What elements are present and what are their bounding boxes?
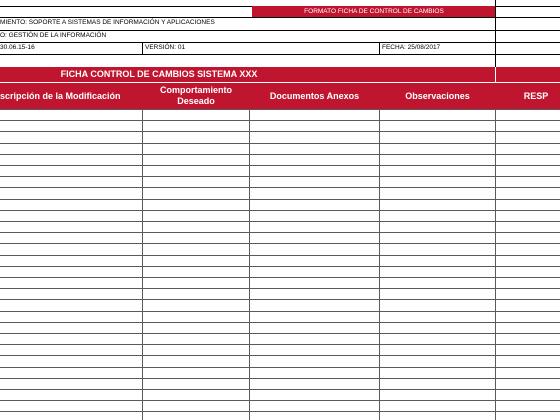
fecha-label: FECHA: 25/08/2017 — [382, 44, 441, 51]
grid-row-line — [0, 143, 560, 144]
grid-row-line — [0, 210, 560, 211]
grid-row-line — [0, 232, 560, 233]
grid-row-line — [0, 120, 560, 121]
divider — [142, 42, 143, 54]
grid-row-line — [0, 378, 560, 379]
grid-row-line — [0, 389, 560, 390]
grid-row-line — [0, 109, 560, 110]
grid-row-line — [0, 131, 560, 132]
grid-row-line — [0, 199, 560, 200]
grid-row-line — [0, 400, 560, 401]
grid-row-line — [0, 411, 560, 412]
grid-column-line — [379, 109, 380, 420]
divider — [0, 42, 560, 43]
column-header: Documentos Anexos — [269, 91, 360, 101]
sheet-title-bar — [0, 67, 495, 82]
grid-row-line — [0, 255, 560, 256]
grid-row-line — [0, 355, 560, 356]
data-grid — [0, 109, 560, 420]
grid-row-line — [0, 322, 560, 323]
grid-column-line — [495, 109, 496, 420]
sheet-title-bar-extra — [496, 67, 560, 82]
grid-row-line — [0, 176, 560, 177]
divider — [495, 0, 496, 67]
grid-row-line — [0, 288, 560, 289]
format-title: FORMATO FICHA DE CONTROL DE CAMBIOS — [304, 8, 444, 15]
column-header: scripción de la Modificación — [0, 91, 121, 101]
sheet-title: FICHA CONTROL DE CAMBIOS SISTEMA XXX — [60, 69, 258, 79]
divider — [379, 42, 380, 54]
column-header: RESP — [523, 91, 549, 101]
column-header: Observaciones — [405, 91, 470, 101]
divider — [0, 54, 560, 55]
grid-row-line — [0, 311, 560, 312]
grid-row-line — [0, 243, 560, 244]
version-label: VERSIÓN: 01 — [145, 44, 186, 51]
grid-row-line — [0, 221, 560, 222]
grid-row-line — [0, 165, 560, 166]
divider — [0, 30, 560, 31]
grid-row-line — [0, 344, 560, 345]
grid-row-line — [0, 266, 560, 267]
procedimiento-label: MIENTO: SOPORTE A SISTEMAS DE INFORMACIÓN Y APLICACIONES — [0, 19, 215, 26]
codigo-label: 30.06.15-16 — [0, 44, 35, 51]
format-title-bar — [252, 6, 496, 17]
proceso-label: O: GESTIÓN DE LA INFORMACIÓN — [0, 32, 107, 39]
grid-column-line — [142, 109, 143, 420]
grid-row-line — [0, 154, 560, 155]
grid-row-line — [0, 299, 560, 300]
divider — [0, 17, 560, 18]
grid-column-line — [249, 109, 250, 420]
grid-row-line — [0, 187, 560, 188]
column-header: Comportamiento Deseado — [160, 85, 232, 106]
grid-row-line — [0, 333, 560, 334]
grid-row-line — [0, 277, 560, 278]
grid-row-line — [0, 367, 560, 368]
